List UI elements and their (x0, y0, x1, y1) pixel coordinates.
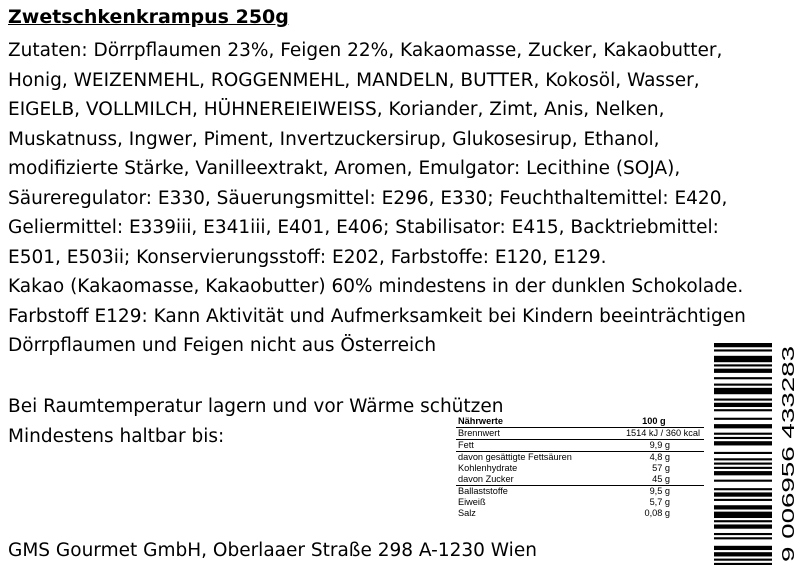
barcode-bar (714, 343, 772, 347)
nutrition-row (456, 474, 704, 486)
nutrition-value: 1514 kJ / 360 kcal (604, 428, 704, 440)
nutrition-header-label: Nährwerte (458, 416, 503, 426)
ingredients-line: Honig, WEIZENMEHL, ROGGENMEHL, MANDELN, BUTTER, Kokosöl, Wasser, (8, 69, 700, 91)
storage-block (8, 392, 503, 451)
product-title: Zwetschkenkrampus 250g (8, 6, 289, 28)
barcode-bar (714, 471, 772, 475)
barcode-bar (714, 437, 772, 439)
barcode-bar (714, 488, 772, 490)
nutrition-label: Brennwert (456, 428, 604, 440)
nutrition-value: 9,5 g (604, 486, 704, 498)
barcode-bar (714, 349, 772, 351)
nutrition-value: 4,8 g (604, 452, 704, 464)
nutrition-row (456, 440, 704, 452)
ingredients-line: E501, E503ii; Konservierungsstoff: E202, Farbstoffe: E120, E129. (8, 246, 607, 268)
nutrition-label: Fett (456, 440, 604, 452)
barcode-bar (714, 492, 772, 496)
barcode-bar (714, 399, 772, 401)
best-before-label: Mindestens haltbar bis: (8, 425, 225, 447)
barcode-bar (714, 403, 772, 407)
nutrition-label: Ballaststoffe (456, 486, 604, 498)
nutrition-label: Kohlenhydrate (458, 463, 518, 473)
barcode-bar (714, 433, 772, 435)
nutrition-label: davon gesättigte Fettsäuren (456, 452, 604, 464)
barcode-bar (714, 524, 772, 528)
barcode-bar (714, 499, 772, 501)
barcode-bar (714, 441, 772, 445)
ingredients-line: Geliermittel: E339iii, E341iii, E401, E406; Stabilisator: E415, Backtriebmittel: (8, 217, 719, 238)
barcode-bar (714, 384, 772, 386)
barcode-bar (714, 364, 772, 366)
barcode-bar (714, 505, 772, 509)
barcode-bar (714, 424, 772, 428)
barcode-bar (714, 388, 772, 394)
nutrition-row (456, 486, 704, 498)
barcode-bar (714, 480, 772, 482)
barcode-number: 9 006956 433283 (778, 425, 798, 562)
cocoa-content-note: Kakao (Kakaomasse, Kakaobutter) 60% mindestens in der dunklen Schokolade. (8, 276, 744, 297)
nutrition-row (456, 497, 704, 508)
barcode-digits (773, 343, 799, 565)
barcode-bar (714, 356, 772, 362)
barcode-bar (714, 546, 772, 550)
barcode-bar (714, 377, 772, 379)
nutrition-value: 57 g (652, 463, 670, 473)
nutrition-label: Salz (458, 508, 476, 518)
nutrition-label: davon Zucker (458, 474, 514, 484)
nutrition-value: 5,7 g (649, 497, 670, 507)
nutrition-header-row (456, 416, 704, 428)
nutrition-row (456, 452, 704, 464)
origin-note: Dörrpflaumen und Feigen nicht aus Österreich (8, 335, 437, 356)
ingredients-line: Zutaten: Dörrpflaumen 23%, Feigen 22%, Kakaomasse, Zucker, Kakaobutter, (8, 40, 723, 61)
ingredients-line: modifizierte Stärke, Vanilleextrakt, Aromen, Emulgator: Lecithine (SOJA), (8, 158, 681, 179)
barcode-bar (714, 520, 772, 522)
nutrition-value: 45 g (652, 474, 670, 484)
barcode-bar (714, 463, 772, 465)
nutrition-value: 9,9 g (604, 440, 704, 452)
ingredients-line: Muskatnuss, Ingwer, Piment, Invertzuckersirup, Glukosesirup, Ethanol, (8, 128, 660, 150)
manufacturer-address: GMS Gourmet GmbH, Oberlaaer Straße 298 A-1230 Wien (8, 540, 537, 561)
barcode-bar (714, 537, 772, 539)
barcode-bar (714, 409, 772, 411)
ingredients-block (8, 36, 746, 361)
ingredients-line: Säureregulator: E330, Säuerungsmittel: E296, E330; Feuchthaltemittel: E420, (8, 187, 728, 209)
nutrition-row (456, 463, 704, 474)
nutrition-table (456, 416, 704, 519)
barcode-bar (714, 559, 772, 561)
barcode-bar (714, 533, 772, 535)
nutrition-row (456, 508, 704, 519)
ingredients-line: EIGELB, VOLLMILCH, HÜHNEREIEIWEISS, Koriander, Zimt, Anis, Nelken, (8, 99, 665, 120)
nutrition-label: Eiweiß (458, 497, 486, 507)
barcode-bar (714, 563, 772, 565)
storage-instruction: Bei Raumtemperatur lagern und vor Wärme schützen (8, 396, 504, 417)
barcode-bar (714, 512, 772, 518)
nutrition-value: 0,08 g (644, 508, 670, 518)
colorant-warning: Farbstoff E129: Kann Aktivität und Aufmerksamkeit bei Kindern beeinträchtigen (8, 305, 746, 327)
barcode-bar (714, 369, 772, 373)
barcode-bar (714, 418, 772, 420)
nutrition-header-value: 100 g (642, 416, 666, 426)
nutrition-row (456, 428, 704, 440)
barcode-bar (714, 452, 772, 454)
barcode (714, 343, 772, 565)
barcode-bar (714, 552, 772, 556)
barcode-bar (714, 458, 772, 460)
barcode-bar (714, 467, 772, 469)
